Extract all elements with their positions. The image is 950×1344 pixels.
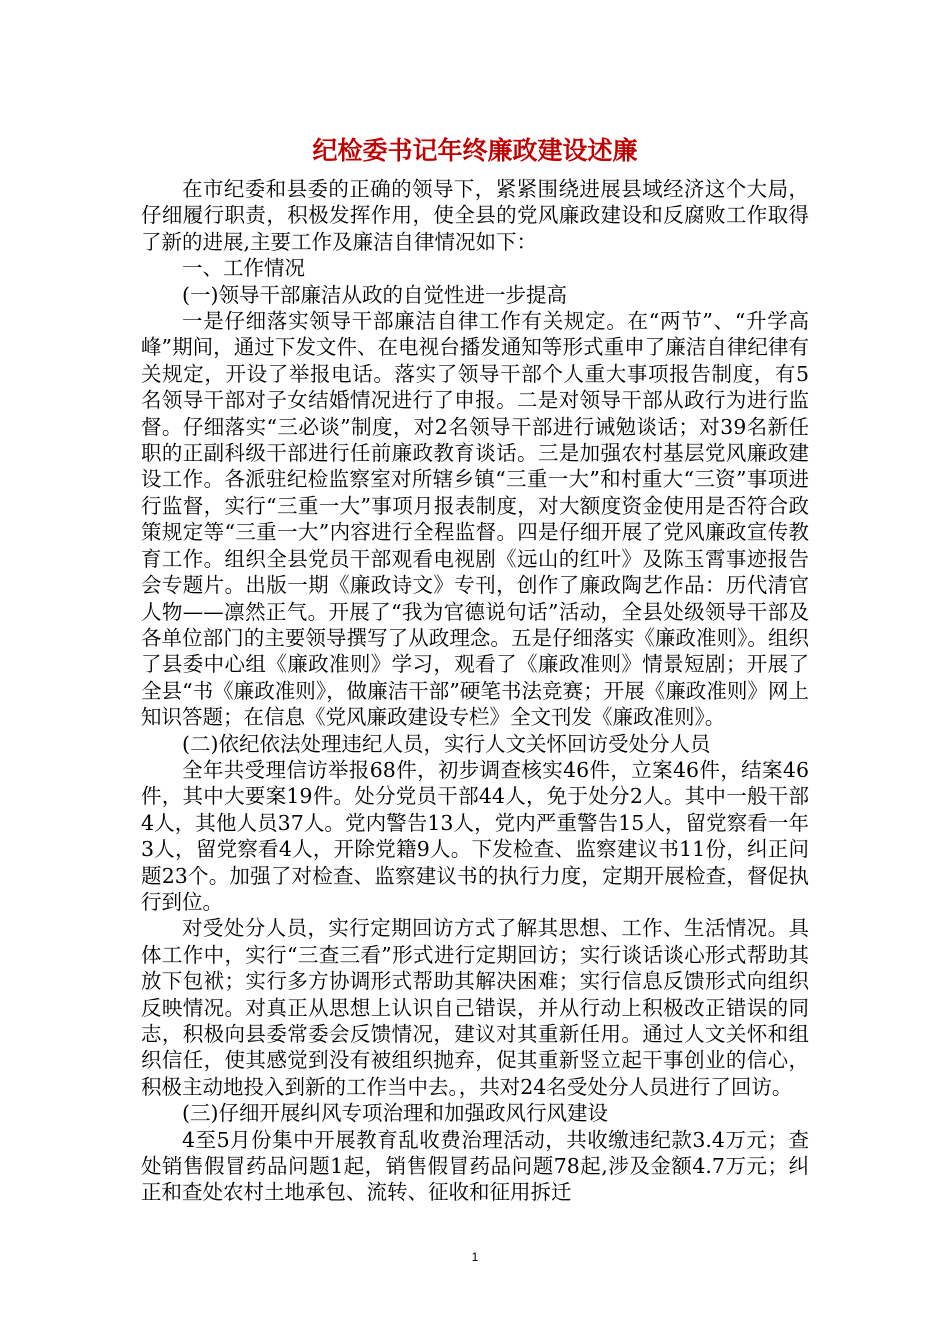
paragraph-intro: 在市纪委和县委的正确的领导下，紧紧围绕进展县域经济这个大局，仔细履行职责，积极发挥作用，使全县的党风廉政建设和反腐败工作取得了新的进展,主要工作及廉洁自律情况如下： (141, 177, 809, 254)
paragraph-case-statistics: 全年共受理信访举报68件，初步调查核实46件，立案46件，结案46件，其中大要案19件。处分党员干部44人，免于处分2人。其中一般干部4人，其他人员37人。党内警告13人，党内严重警告15人，留党察看一年3人，留党察看4人，开除党籍9人。下发检查、监察建议书11份，纠正问题23个。加强了对检查、监察建议书的执行力度，定期开展检查，督促执行到位。 (141, 757, 809, 914)
paragraph-follow-up-visits: 对受处分人员，实行定期回访方式了解其思想、工作、生活情况。具体工作中，实行“三查三看”形式进行定期回访；实行谈话谈心形式帮助其放下包袱；实行多方协调形式帮助其解决困难；实行信息反馈形式向组织反映情况。对真正从思想上认识自己错误，并从行动上积极改正错误的同志，积极向县委常委会反馈情况，建议对其重新任用。通过人文关怀和组织信任，使其感觉到没有被组织抛弃，促其重新竖立起干事创业的信心，积极主动地投入到新的工作当中去。，共对24名受处分人员进行了回访。 (141, 916, 809, 1099)
document-title: 纪检委书记年终廉政建设述廉 (312, 136, 638, 165)
subsection-heading-2: (二)依纪依法处理违纪人员，实行人文关怀回访受处分人员 (182, 731, 711, 756)
section-heading-work-status: 一、工作情况 (182, 256, 305, 281)
paragraph-special-governance: 4至5月份集中开展教育乱收费治理活动，共收缴违纪款3.4万元；查处销售假冒药品问题1起，销售假冒药品问题78起,涉及金额4.7万元；纠正和查处农村土地承包、流转、征收和征用拆迁 (141, 1127, 809, 1205)
subsection-heading-3: (三)仔细开展纠风专项治理和加强政风行风建设 (182, 1101, 608, 1126)
document-body (141, 176, 809, 1206)
page-number: 1 (471, 1250, 479, 1264)
subsection-heading-1: (一)领导干部廉洁从政的自觉性进一步提高 (182, 282, 567, 307)
paragraph-self-discipline: 一是仔细落实领导干部廉洁自律工作有关规定。在“两节”、“升学高峰”期间，通过下发文件、在电视台播发通知等形式重申了廉洁自律纪律有关规定，开设了举报电话。落实了领导干部个人重大事项报告制度，有5名领导干部对子女结婚情况进行了申报。二是对领导干部从政行为进行监督。仔细落实“三必谈”制度，对2名领导干部进行诫勉谈话；对39名新任职的正副科级干部进行任前廉政教育谈话。三是加强农村基层党风廉政建设工作。各派驻纪检监察室对所辖乡镇“三重一大”和村重大“三资”事项进行监督，实行“三重一大”事项月报表制度，对大额度资金使用是否符合政策规定等“三重一大”内容进行全程监督。四是仔细开展了党风廉政宣传教育工作。组织全县党员干部观看电视剧《远山的红叶》及陈玉霄事迹报告会专题片。出版一期《廉政诗文》专刊，创作了廉政陶艺作品：历代清官人物——凛然正气。开展了“我为官德说句话”活动，全县处级领导干部及各单位部门的主要领导撰写了从政理念。五是仔细落实《廉政准则》。组织了县委中心组《廉政准则》学习，观看了《廉政准则》情景短剧；开展了全县“书《廉政准则》，做廉洁干部”硬笔书法竞赛；开展《廉政准则》网上知识答题；在信息《党风廉政建设专栏》全文刊发《廉政准则》。 (141, 309, 809, 730)
